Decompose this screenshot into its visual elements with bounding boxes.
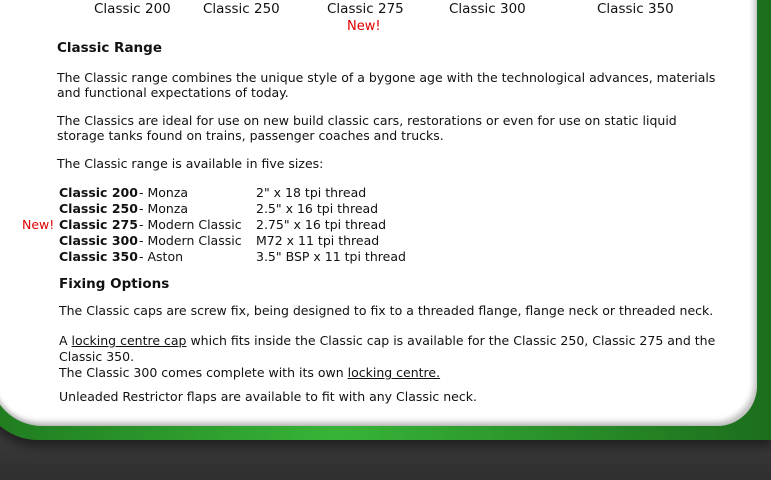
size-thread: M72 x 11 tpi thread [256, 233, 380, 248]
locking-cap-line-2: Classic 350. [59, 349, 135, 364]
nav-classic-350[interactable]: Classic 350 [597, 1, 674, 17]
size-model: Classic 350 [59, 249, 138, 264]
locking-centre-link[interactable]: locking centre. [347, 365, 441, 380]
classic-300-prefix: The Classic 300 comes complete with its own [59, 365, 344, 380]
size-desc: - Monza [139, 201, 189, 216]
locking-centre-cap-link[interactable]: locking centre cap [71, 333, 187, 348]
size-model: Classic 250 [59, 201, 138, 216]
classic-300-line [59, 365, 440, 380]
classic-range-sizes-intro: The Classic range is available in five sizes: [57, 156, 324, 171]
size-thread: 2" x 18 tpi thread [256, 185, 367, 200]
new-badge: New! [22, 217, 55, 232]
locking-cap-line [59, 333, 715, 348]
fixing-screw-fix-text: The Classic caps are screw fix, being designed to fix to a threaded flange, flange neck or threaded neck. [59, 303, 714, 318]
size-desc: - Modern Classic [139, 217, 242, 232]
nav-classic-250[interactable]: Classic 250 [203, 1, 280, 17]
nav-classic-200[interactable]: Classic 200 [94, 1, 171, 17]
classic-range-heading: Classic Range [57, 40, 162, 56]
nav-classic-300[interactable]: Classic 300 [449, 1, 526, 17]
locking-cap-prefix: A [59, 333, 68, 348]
size-thread: 3.5" BSP x 11 tpi thread [256, 249, 406, 264]
classic-range-intro: The Classic range combines the unique style of a bygone age with the technological advances, materials and functional expectations of today. [57, 70, 716, 100]
size-desc: - Aston [139, 249, 184, 264]
nav-classic-275[interactable]: Classic 275 [327, 1, 404, 17]
fixing-options-heading: Fixing Options [59, 276, 170, 292]
restrictor-flaps-text: Unleaded Restrictor flaps are available to fit with any Classic neck. [59, 389, 477, 404]
size-model: Classic 300 [59, 233, 138, 248]
size-thread: 2.5" x 16 tpi thread [256, 201, 379, 216]
classic-range-uses: The Classics are ideal for use on new build classic cars, restorations or even for use on static liquid storage tanks found on trains, passenger coaches and trucks. [57, 113, 677, 143]
size-model: Classic 200 [59, 185, 138, 200]
new-badge-nav: New! [347, 19, 381, 34]
size-model: Classic 275 [59, 217, 138, 232]
size-desc: - Monza [139, 185, 189, 200]
size-thread: 2.75" x 16 tpi thread [256, 217, 387, 232]
size-desc: - Modern Classic [139, 233, 242, 248]
locking-cap-rest: which fits inside the Classic cap is available for the Classic 250, Classic 275 and the [190, 333, 716, 348]
